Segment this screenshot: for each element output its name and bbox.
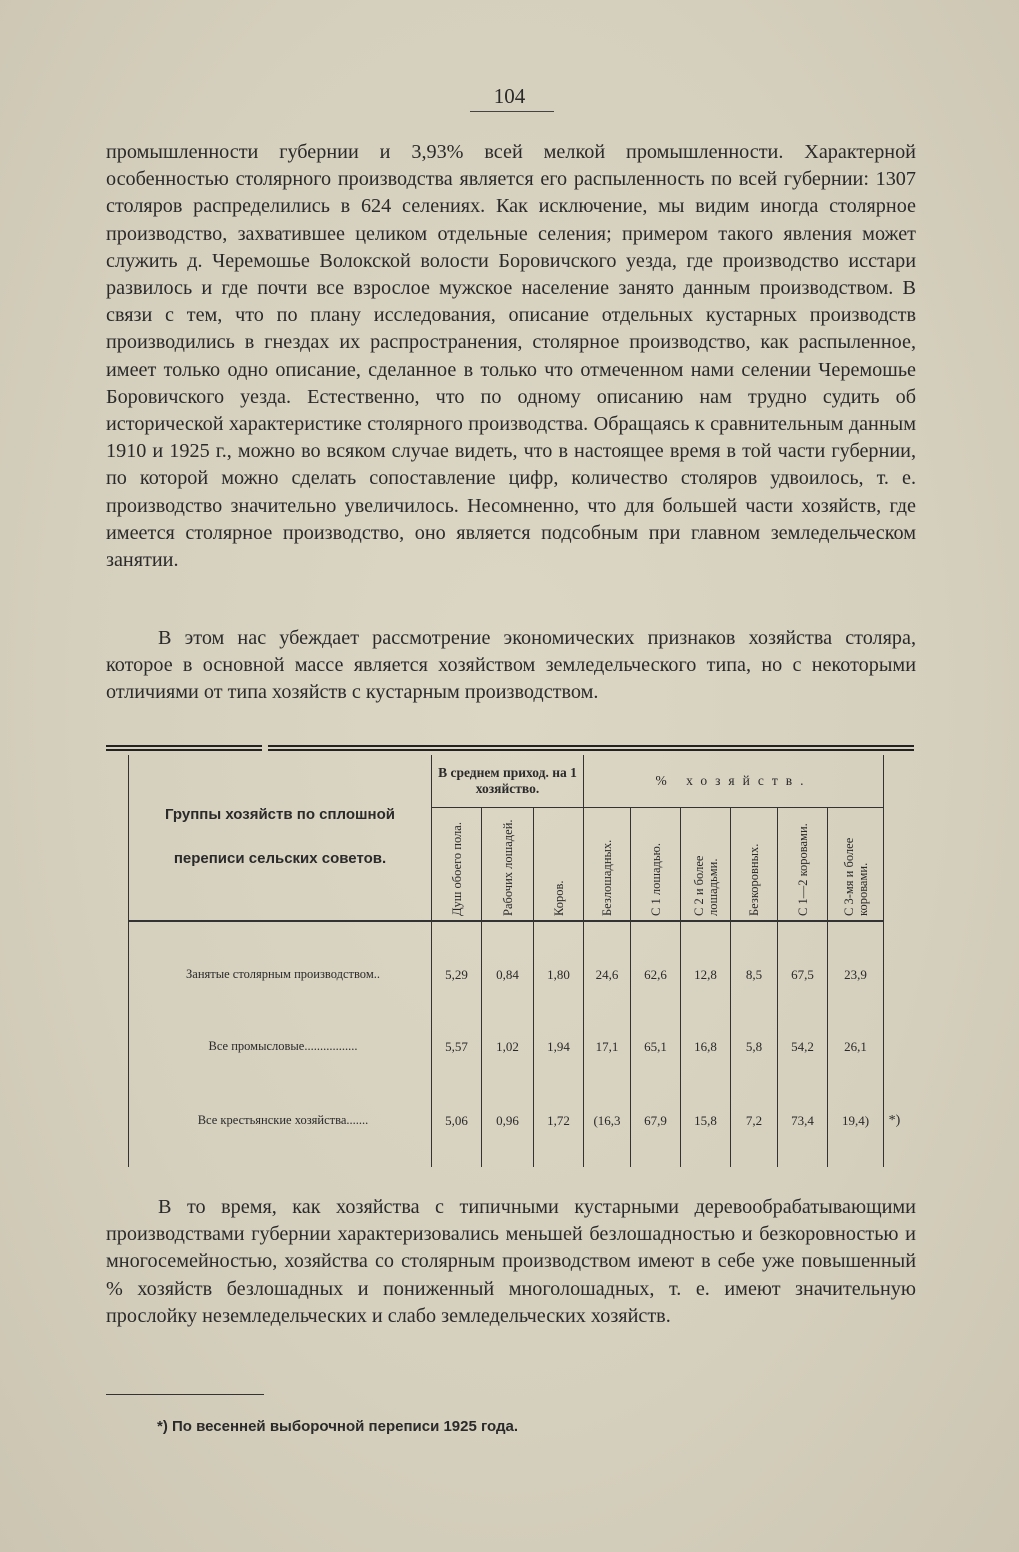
table-top-rule xyxy=(106,745,914,751)
paragraph-3 xyxy=(106,1194,916,1330)
col-header-cows: Коров. xyxy=(534,807,584,921)
paragraph-text: промышленности губернии и 3,93% всей мелкой промышленности. Характерной особенностью столярного производства является его распыленность по всей губернии: 1307 столяров распределились в 624 селениях. Как исключение, мы видим иногда столярное производство, захватившее целиком отдельные селения; примером такого явления может служить д. Черемошье Волокской волости Боровичского уезда, где производство исстари развилось и где почти все взрослое мужское население занято данным производством. В связи с тем, что по плану исследования, описание отдельных кустарных производств производились в гнездах их распространения, столярное производство, как распыленное, имеет только одно описание, сделанное в только что отмеченном нами селении Черемошье Боровичского уезда. Естественно, что по одному описанию нам трудно судить об исторической характеристике столярного производства. Обращаясь к сравнительным данным 1910 и 1925 г., можно во всяком случае видеть, что в настоящее время в той части губернии, по которой можно сделать сопоставление цифр, количество столяров удвоилось, т. е. производство значительно увеличилось. Несомненно, что для большей части хозяйств, где имеется столярное производство, оно является подсобным при главном земледельческом занятии. xyxy=(106,141,916,572)
footnote-rule xyxy=(106,1394,264,1395)
col-header-one-two-cows: С 1—2 коровами. xyxy=(778,807,828,921)
col-header-horseless: Безлошадных. xyxy=(584,807,631,921)
col-header-two-horses: С 2 и более лошадьми. xyxy=(681,807,731,921)
group-header: Группы хозяйств по сплошной переписи сельских советов. xyxy=(129,755,432,921)
col-header-souls: Душ обоего пола. xyxy=(432,807,482,921)
paragraph-text: В этом нас убеждает рассмотрение экономических признаков хозяйства столяра, которое в основной массе является хозяйством земледельческого типа, но с некоторыми отличиями от типа хозяйств с кустарным производством. xyxy=(106,627,916,704)
statistics-table xyxy=(128,755,906,1167)
table-row: Все крестьянские хозяйства....... 5,06 0,96 1,72 (16,3 67,9 15,8 7,2 73,4 19,4) *) xyxy=(129,1083,906,1159)
page-number: 104 xyxy=(493,84,526,108)
paragraph-2 xyxy=(106,625,916,707)
col-header-cowless: Безкоровных. xyxy=(731,807,778,921)
table-row: Все промысловые................. 5,57 1,02 1,94 17,1 65,1 16,8 5,8 54,2 26,1 xyxy=(129,1011,906,1083)
col-header-three-cows: С 3-мя и более коровами. xyxy=(828,807,884,921)
pct-header: % хозяйств. xyxy=(584,755,884,807)
footnote: *) По весенней выборочной переписи 1925 года. xyxy=(157,1418,519,1435)
avg-header: В среднем приход. на 1 хозяйство. xyxy=(432,755,584,807)
table-row: Занятые столярным производством.. 5,29 0,84 1,80 24,6 62,6 12,8 8,5 67,5 23,9 xyxy=(129,939,906,1011)
paragraph-1 xyxy=(106,139,916,574)
col-header-horses: Рабочих лошадей. xyxy=(482,807,534,921)
col-header-one-horse: С 1 лошадью. xyxy=(631,807,681,921)
paragraph-text: В то время, как хозяйства с типичными кустарными деревообрабатывающими производствами губернии характеризовались меньшей безлошадностью и безкоровностью и многосемейностью, хозяйства со столярным производством имеют в себе уже повышенный % хозяйств безлошадных и пониженный многолошадных, т. е. имеют значительную прослойку неземледельческих и слабо земледельческих хозяйств. xyxy=(106,1196,916,1327)
page-number-rule xyxy=(470,111,554,112)
